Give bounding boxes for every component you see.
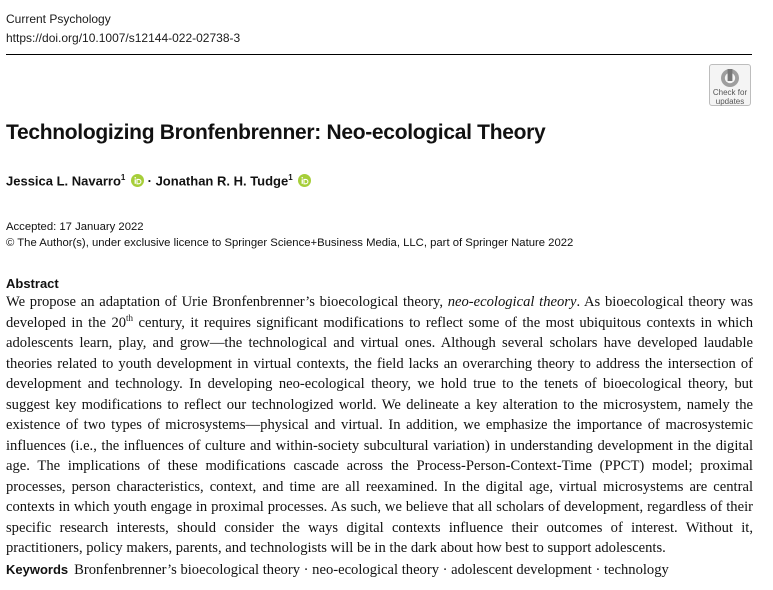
- journal-name: Current Psychology: [6, 12, 111, 26]
- keywords-label: Keywords: [6, 562, 69, 577]
- keyword-separator: ·: [300, 562, 313, 578]
- affiliation-marker: 1: [288, 173, 293, 182]
- abstract-body: [6, 292, 753, 559]
- header-divider: [6, 54, 752, 55]
- check-for-updates-button[interactable]: [709, 64, 751, 106]
- publication-dates: [6, 219, 573, 251]
- author-list: [6, 173, 311, 188]
- copyright-notice: © The Author(s), under exclusive licence to Springer Science+Business Media, LLC, part of Springer Nature 2022: [6, 237, 574, 249]
- author-name[interactable]: Jonathan R. H. Tudge: [155, 173, 289, 189]
- doi-link[interactable]: https://doi.org/10.1007/s12144-022-02738-3: [6, 31, 241, 45]
- abstract-superscript: th: [126, 312, 134, 323]
- keyword[interactable]: adolescent development: [451, 562, 592, 578]
- orcid-icon[interactable]: [131, 174, 144, 187]
- orcid-icon[interactable]: [298, 174, 311, 187]
- check-for-updates-line2: updates: [715, 97, 745, 106]
- crossmark-icon: [720, 68, 740, 88]
- paper-title: Technologizing Bronfenbrenner: Neo-ecological Theory: [6, 121, 546, 144]
- author-name[interactable]: Jessica L. Navarro: [6, 173, 121, 189]
- keyword[interactable]: Bronfenbrenner’s bioecological theory: [74, 562, 300, 578]
- keyword-separator: ·: [591, 562, 604, 578]
- journal-header: [6, 10, 240, 48]
- keywords-section: [6, 561, 669, 579]
- keyword[interactable]: neo-ecological theory: [312, 562, 439, 578]
- keyword[interactable]: technology: [603, 562, 669, 578]
- abstract-text: century, it requires significant modifications to reflect some of the most ubiquitous contexts in which adolescents learn, play, and grow—the technological and virtual ones. Although several scholars have developed laudable theories related to youth development in virtual contexts, the field lacks an overarching theory to address the intersection of development and technology. In developing neo-ecological theory, we hold true to the tenets of bioecological theory, but suggest key modifications to reflect our technologized world. We delineate a key alteration to the microsystem, namely the existence of two types of microsystems—physical and virtual. In addition, we emphasize the importance of macrosystemic influences (i.e., the influences of culture and within-society subcultural variation) in understanding development in the digital age. The implications of these modifications cascade across the Process-Person-Context-Time (PPCT) model; proximal processes, person characteristics, context, and time are all reexamined. In the digital age, virtual microsystems are central contexts in which youth engage in proximal processes. As such, we believe that all scholars of development, regardless of their specific research interests, should consider the ways digital contexts influence their outcomes of interest. Without it, practitioners, policy makers, parents, and technologists will be in the dark about how best to support adolescents.: [6, 314, 753, 556]
- author-separator: ·: [147, 173, 152, 189]
- abstract-heading: Abstract: [6, 276, 59, 291]
- keyword-separator: ·: [439, 562, 452, 578]
- accepted-date: Accepted: 17 January 2022: [6, 221, 144, 233]
- affiliation-marker: 1: [120, 173, 126, 182]
- abstract-emphasis: neo-ecological theory: [447, 294, 577, 310]
- abstract-text: We propose an adaptation of Urie Bronfenbrenner’s bioecological theory,: [6, 294, 448, 310]
- check-for-updates-line1: Check for: [712, 88, 748, 97]
- keyword-list: [74, 562, 669, 578]
- abstract-text: . As bioecological theory was developed in the 20: [6, 294, 754, 331]
